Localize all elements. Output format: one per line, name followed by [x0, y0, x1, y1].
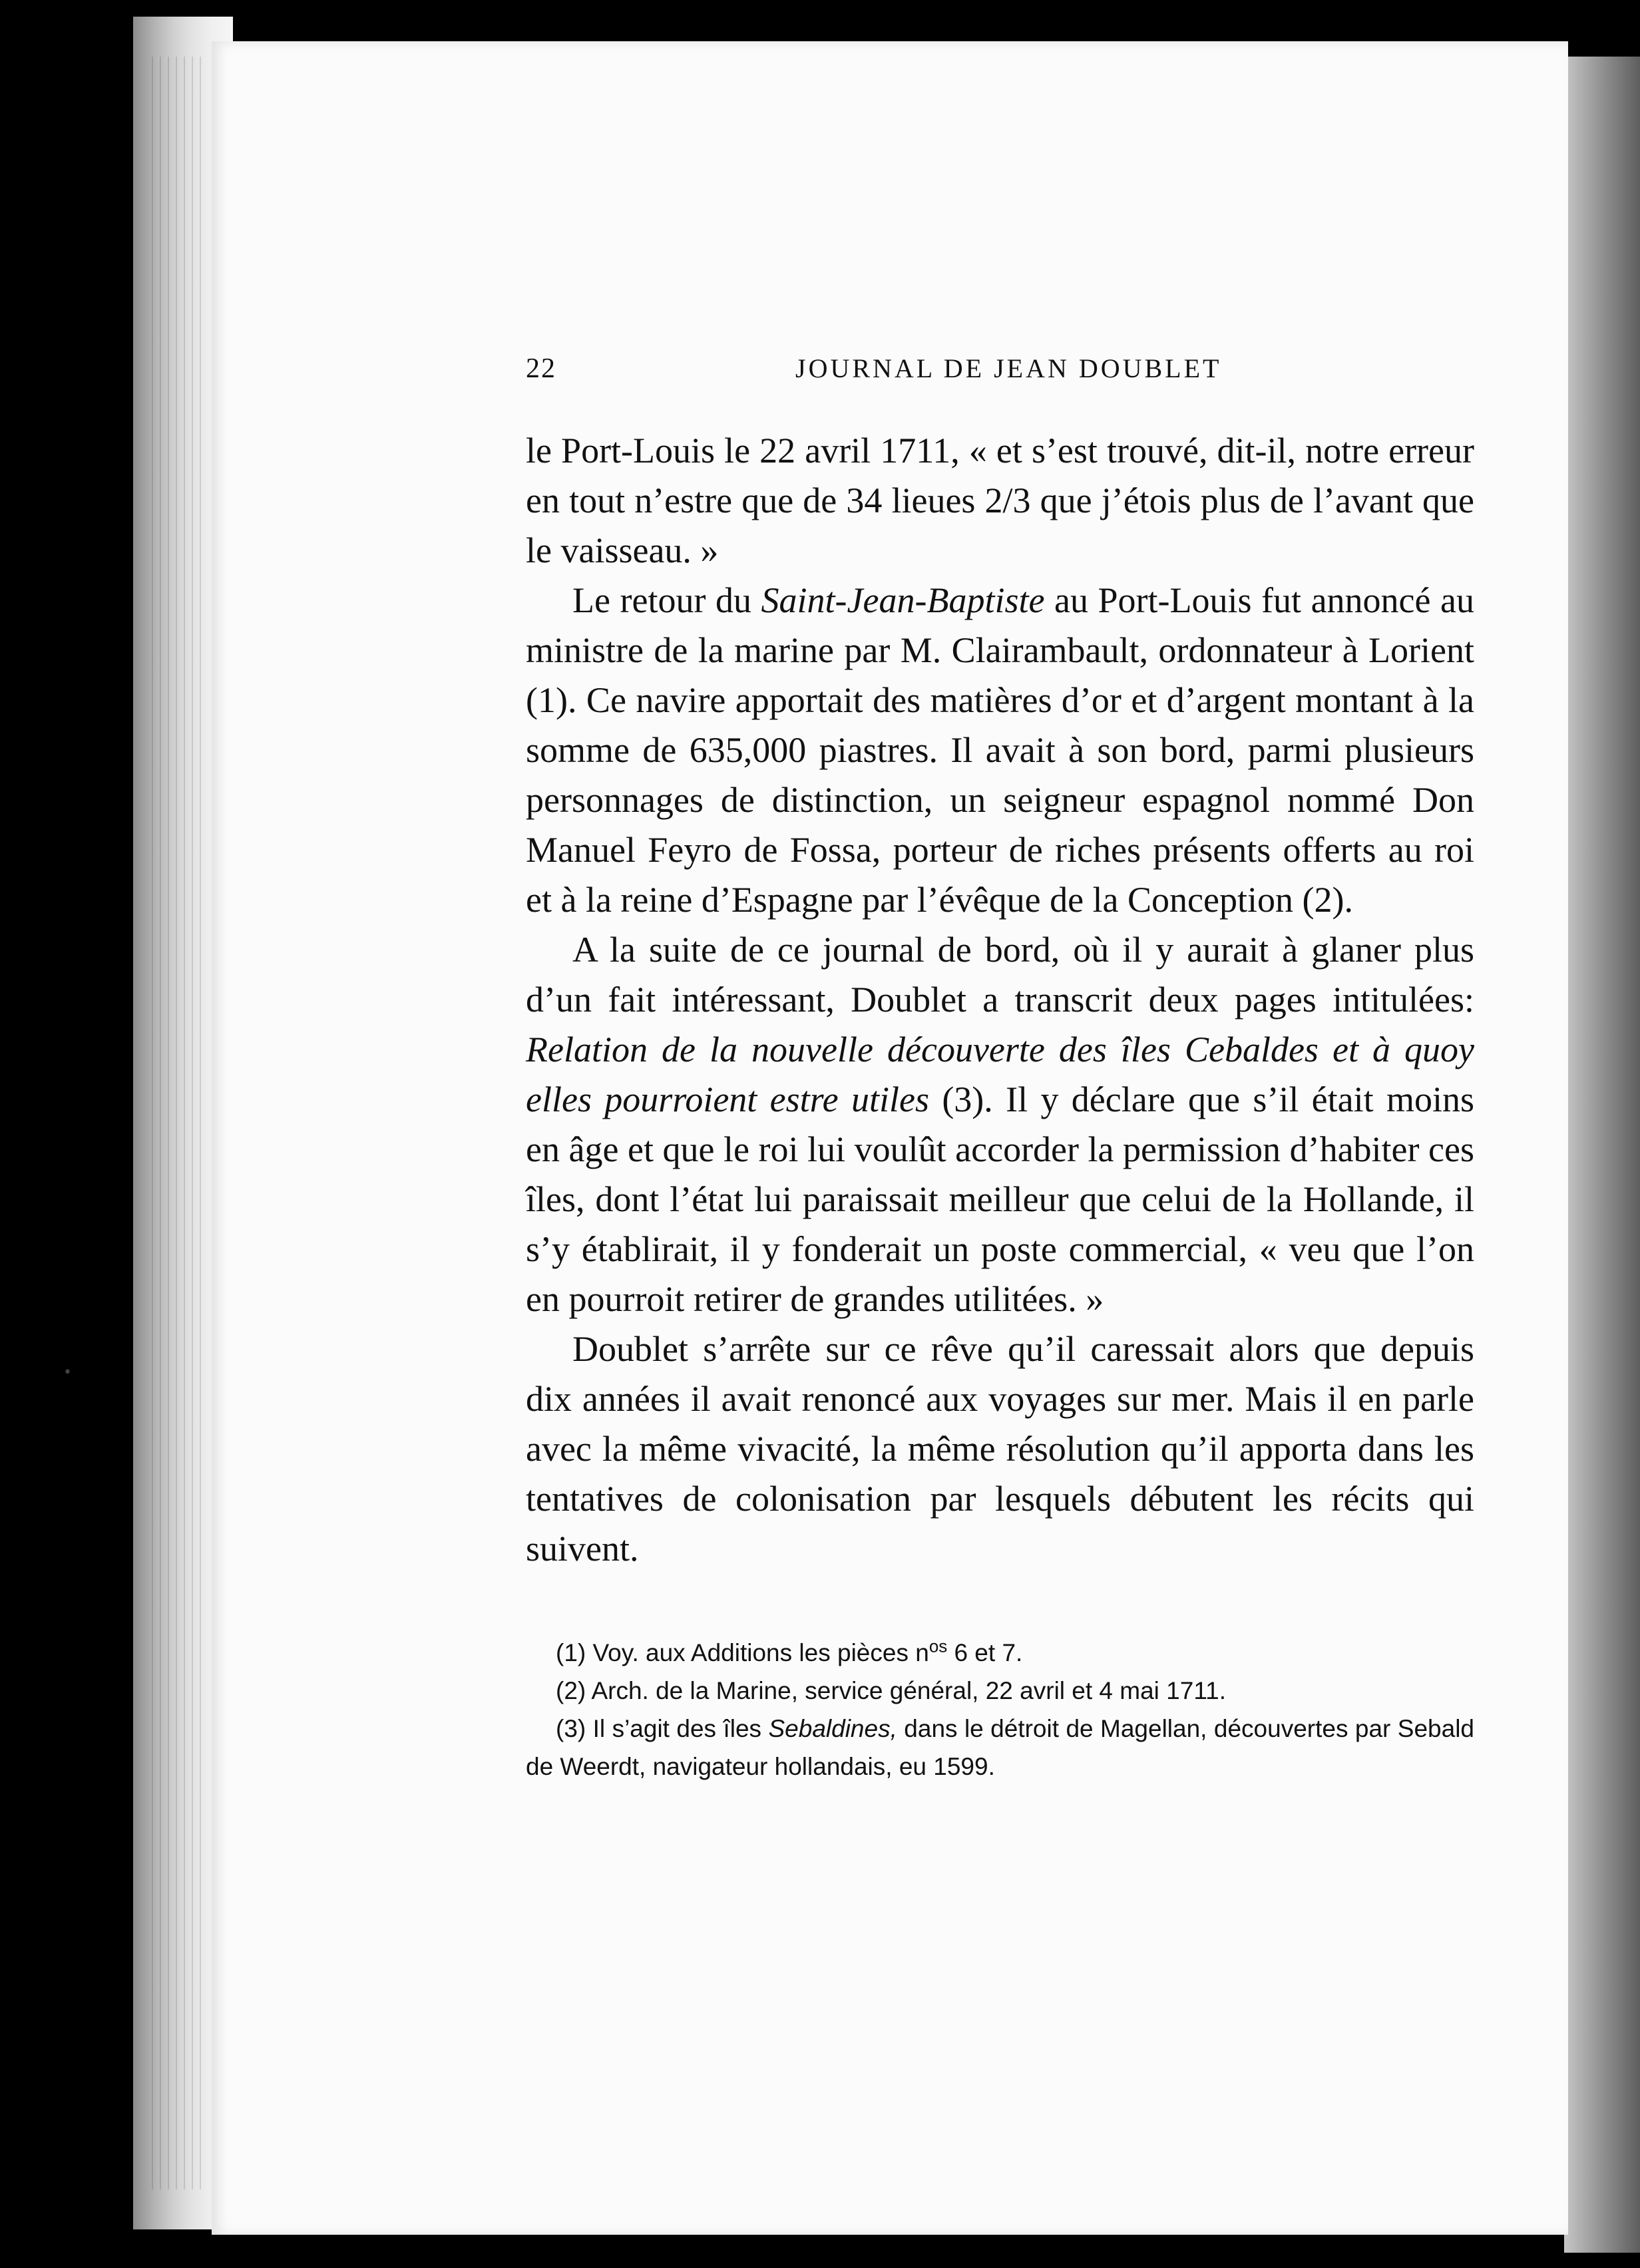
footnote — [526, 1672, 1474, 1710]
text-run: (2) Arch. de la Marine, service général, 22 avril et 4 mai 1711. — [556, 1677, 1227, 1704]
superscript-text: os — [928, 1637, 948, 1656]
body-paragraph — [526, 1324, 1474, 1574]
book-right-edge-shadow — [1564, 57, 1640, 2253]
body-paragraph — [526, 426, 1474, 576]
running-title: JOURNAL DE JEAN DOUBLET — [795, 353, 1222, 383]
page-number: 22 — [526, 353, 556, 384]
text-run: (1) Voy. aux Additions les pièces n — [556, 1639, 929, 1666]
italic-text: Sebaldines, — [768, 1715, 897, 1742]
footnote — [526, 1634, 1474, 1672]
text-run: (3). Il y déclare que s’il était moins en âge et que le roi lui voulût accorder la permission d’habiter ces îles, dont l’état lui paraissait meilleur que celui de la Hollande, il s’y établirait, il y fonderait un poste commercial, « veu que l’on en pourroit retirer de grandes utilitées. » — [526, 1079, 1474, 1319]
text-run: Doublet s’arrête sur ce rêve qu’il caressait alors que depuis dix années il avait renoncé aux voyages sur mer. Mais il en parle avec la même vivacité, la même résolution qu’il apporta dans les tentatives de colonisation par lesquels débutent les récits qui suivent. — [526, 1329, 1474, 1569]
italic-text: Relation de la nouvelle découverte des îles Cebaldes et à quoy elles pourroient estre utiles — [526, 1030, 1474, 1119]
text-run: (3) Il s’agit des îles — [556, 1715, 769, 1742]
footnotes — [526, 1634, 1474, 1786]
footnote — [526, 1710, 1474, 1786]
text-run: 6 et 7. — [947, 1639, 1023, 1666]
body-text — [526, 426, 1474, 1574]
italic-text: Saint-Jean-Baptiste — [761, 580, 1045, 620]
text-run: A la suite de ce journal de bord, où il y aurait à glaner plus d’un fait intéressant, Doublet a transcrit deux pages intitulées: — [526, 930, 1474, 1020]
body-paragraph — [526, 576, 1474, 925]
body-paragraph — [526, 925, 1474, 1324]
text-run: le Port-Louis le 22 avril 1711, « et s’est trouvé, dit-il, notre erreur en tout n’estre que de 34 lieues 2/3 que j’étois plus de l’avant que le vaisseau. » — [526, 431, 1474, 570]
text-run: Le retour du — [572, 580, 761, 620]
text-run: dans le détroit de Magellan, découvertes par Sebald de Weerdt, navigateur hollandais, eu 1599. — [526, 1715, 1474, 1780]
text-run: au Port-Louis fut annoncé au ministre de la marine par M. Clairambault, ordonnateur à Lorient (1). Ce navire apportait des matières d’or et d’argent montant à la somme de 635,000 piastres. Il avait à son bord, parmi plusieurs personnages de distinction, un seigneur espagnol nommé Don Manuel Feyro de Fossa, porteur de riches présents offerts au roi et à la reine d’Espagne par l’évêque de la Conception (2). — [526, 580, 1475, 920]
scan-speck: • — [63, 1364, 72, 1381]
running-head — [526, 353, 1498, 393]
